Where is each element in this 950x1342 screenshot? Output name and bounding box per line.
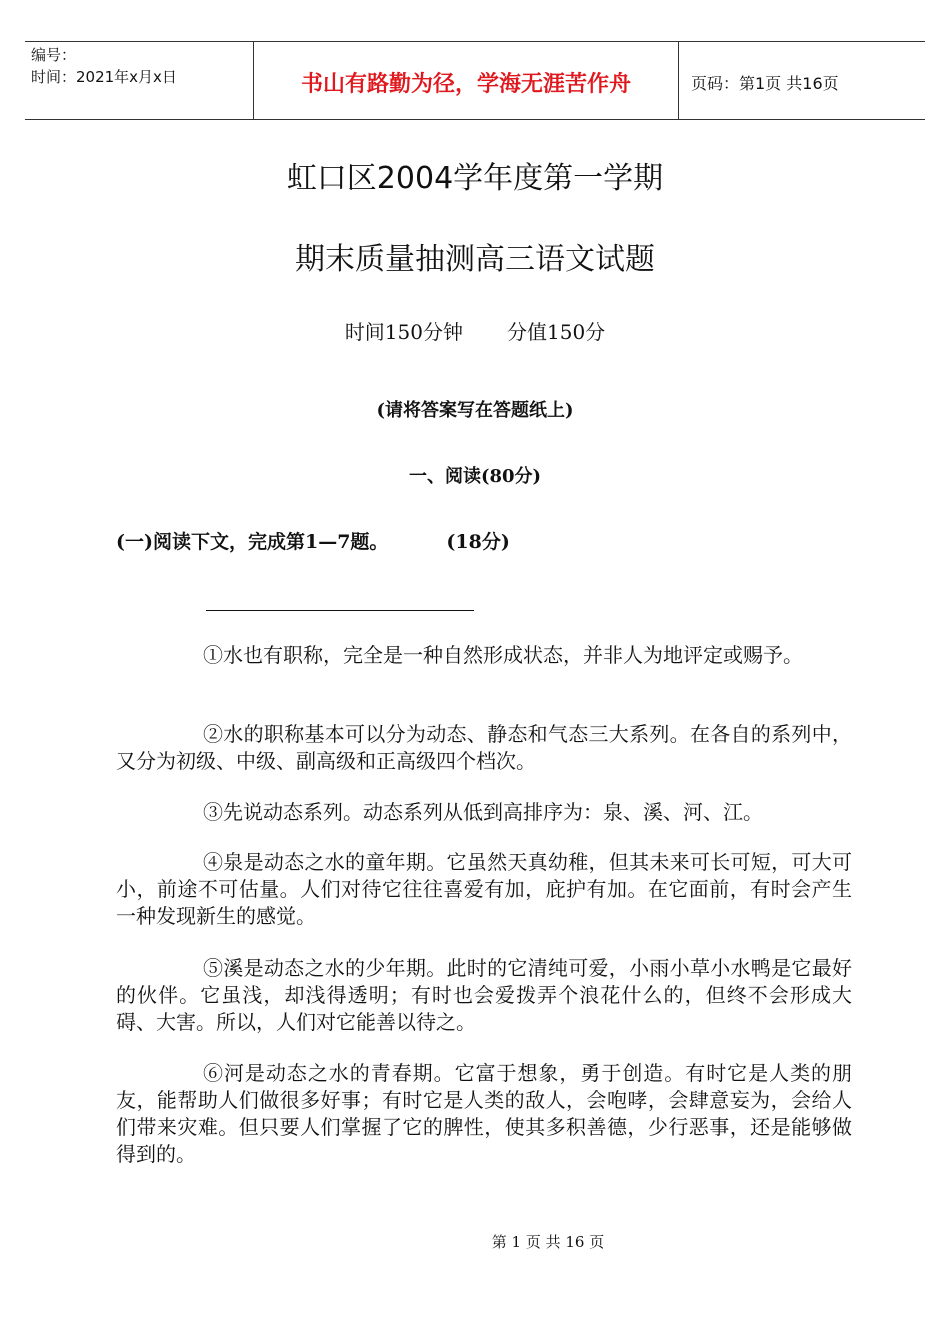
- page-info: 页码：第1页 共16页: [691, 74, 839, 93]
- subsection-heading: [116, 527, 510, 554]
- time-label: 时间：2021年x月x日: [31, 68, 177, 86]
- section-heading: 一、阅读(80分): [408, 466, 542, 487]
- article-title-blank: [206, 610, 474, 611]
- paragraph-3: ③先说动态系列。动态系列从低到高排序为：泉、溪、河、江。: [203, 800, 763, 824]
- paragraph-1: ①水也有职称，完全是一种自然形成状态，并非人为地评定或赐予。: [203, 643, 803, 667]
- paragraph-6: ⑥河是动态之水的青春期。它富于想象，勇于创造。有时它是人类的朋友，能帮助人们做很多好事；有时它是人类的敌人，会咆哮，会肆意妄为，会给人们带来灾难。但只要人们掌握了它的脾性，使其多积善德，少行恶事，还是能够做得到的。: [116, 1061, 852, 1166]
- exam-meta: [0, 316, 950, 345]
- page-footer: 第 1 页 共 16 页: [491, 1233, 605, 1251]
- header-page-cell: [679, 42, 925, 119]
- document-header: [25, 41, 925, 120]
- number-label: 编号：: [31, 46, 77, 64]
- exam-score: 分值150分: [507, 320, 606, 344]
- answer-instruction: (请将答案写在答题纸上): [376, 400, 574, 421]
- subsection-score: (18分): [446, 531, 510, 553]
- title-line-2: 期末质量抽测高三语文试题: [295, 242, 655, 277]
- exam-time: 时间150分钟: [344, 320, 463, 344]
- paragraph-5: ⑤溪是动态之水的少年期。此时的它清纯可爱，小雨小草小水鸭是它最好的伙伴。它虽浅，却浅得透明；有时也会爱拨弄个浪花什么的，但终不会形成大碍、大害。所以，人们对它能善以待之。: [116, 956, 852, 1034]
- subsection-title: (一)阅读下文，完成第1—7题。: [116, 531, 389, 553]
- motto-text: 书山有路勤为径，学海无涯苦作舟: [300, 72, 631, 97]
- header-motto-cell: [254, 42, 679, 119]
- header-left-cell: [25, 42, 254, 119]
- paragraph-2: ②水的职称基本可以分为动态、静态和气态三大系列。在各自的系列中，又分为初级、中级、副高级和正高级四个档次。: [116, 722, 852, 773]
- paragraph-4: ④泉是动态之水的童年期。它虽然天真幼稚，但其未来可长可短，可大可小，前途不可估量。人们对待它往往喜爱有加，庇护有加。在它面前，有时会产生一种发现新生的感觉。: [116, 850, 852, 928]
- title-line-1: 虹口区2004学年度第一学期: [286, 161, 664, 196]
